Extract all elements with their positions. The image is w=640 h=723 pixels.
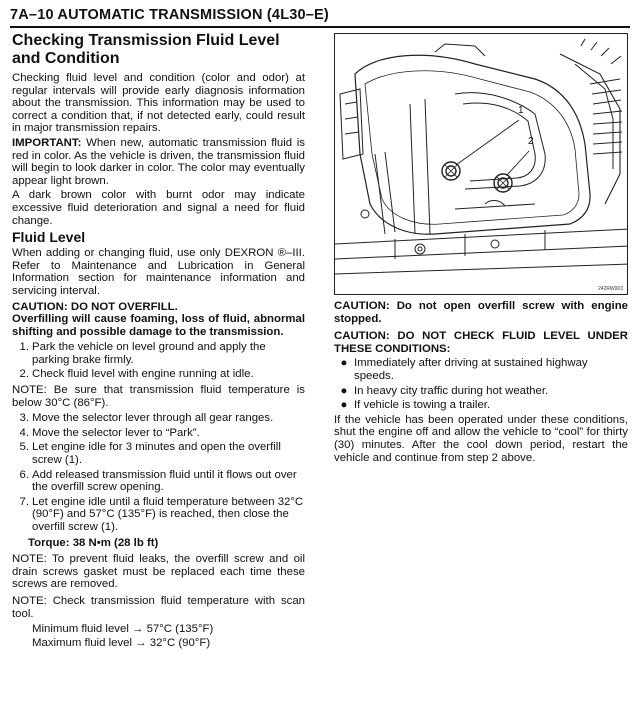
- list-item: 7. Let engine idle until a fluid temperature between 32°C (90°F) and 57°C (135°F) is reached, then close the overfill screw (1).: [19, 495, 304, 533]
- max-fluid-level: Maximum fluid level → 32°C (90°F): [32, 636, 211, 649]
- min-fluid-level: Minimum fluid level → 57°C (135°F): [32, 623, 214, 636]
- bullet-icon: ●: [340, 357, 348, 370]
- figure-code: 242RW003: [598, 286, 623, 292]
- left-column: [12, 32, 305, 650]
- important-paragraph: [12, 137, 305, 187]
- callout-2: 2: [528, 136, 534, 147]
- torque-spec: Torque: 38 N•m (28 lb ft): [28, 536, 159, 549]
- header-title: 7A–10 AUTOMATIC TRANSMISSION (4L30–E): [10, 7, 329, 23]
- caution-overfill-screw: CAUTION: Do not open overfill screw with engine stopped.: [334, 300, 628, 325]
- transmission-illustration: [335, 34, 628, 295]
- closing-paragraph: If the vehicle has been operated under these conditions, shut the engine off and allow the vehicle to “cool” for thirty (30) minutes. After the cool down period, restart the vehicle and continue from step 2 above.: [334, 413, 628, 464]
- page-header: [10, 6, 630, 28]
- conditions-list: [334, 357, 628, 411]
- callout-1: 1: [518, 105, 524, 116]
- important-text: When new, automatic transmission fluid is red in color. As the vehicle is driven, the transmission fluid will begin to look darker in color. The color may eventually appear light brown.: [12, 136, 305, 187]
- transmission-figure: [334, 33, 628, 295]
- bullet-icon: ●: [340, 399, 348, 412]
- list-item: ● In heavy city traffic during hot weather.: [334, 385, 628, 398]
- right-column: [334, 300, 628, 466]
- list-item: 3. Move the selector lever through all gear ranges.: [19, 412, 274, 425]
- caution-overfill: CAUTION: DO NOT OVERFILL.: [12, 300, 178, 313]
- caution-conditions: CAUTION: DO NOT CHECK FLUID LEVEL UNDER THESE CONDITIONS:: [334, 330, 628, 355]
- note-temperature: NOTE: Be sure that transmission fluid temperature is below 30°C (86°F).: [12, 384, 305, 409]
- list-item: ● Immediately after driving at sustained highway speeds.: [334, 357, 628, 382]
- bullet-icon: ●: [340, 384, 348, 397]
- note-scan-tool: NOTE: Check transmission fluid temperature with scan tool.: [12, 594, 305, 620]
- steps-list-b: [12, 412, 305, 533]
- list-item: 2. Check fluid level with engine running at idle.: [19, 368, 254, 381]
- fluid-level-heading: Fluid Level: [12, 229, 86, 246]
- list-item: ● If vehicle is towing a trailer.: [334, 399, 628, 412]
- steps-list-a: [12, 341, 305, 381]
- caution-overfill-detail: Overfilling will cause foaming, loss of fluid, abnormal shifting and possible damage to the transmission.: [12, 313, 305, 338]
- intro-paragraph: Checking fluid level and condition (color and odor) at regular intervals will provide early diagnosis information about the transmission. This information may be used to correct a condition that, if not detected early, could result in major transmission repairs.: [12, 72, 305, 135]
- section-title: Checking Transmission Fluid Level and Condition: [12, 32, 280, 67]
- list-item: 5. Let engine idle for 3 minutes and open the overfill screw (1).: [19, 441, 281, 467]
- dark-brown-paragraph: A dark brown color with burnt odor may indicate excessive fluid deterioration and signal a need for fluid change.: [12, 189, 305, 227]
- list-item: 6. Add released transmission fluid until it flows out over the overfill screw opening.: [19, 468, 297, 494]
- fluid-level-paragraph: When adding or changing fluid, use only DEXRON ®–III. Refer to Maintenance and Lubrication in General Information section for maintenance information and servicing interval.: [12, 247, 305, 297]
- list-item: 1. Park the vehicle on level ground and apply the parking brake firmly.: [19, 341, 266, 366]
- list-item: 4. Move the selector lever to “Park”.: [19, 426, 200, 439]
- note-leaks: NOTE: To prevent fluid leaks, the overfill screw and oil drain screws gasket must be replaced each time these screws are removed.: [12, 553, 305, 591]
- important-label: IMPORTANT:: [12, 136, 82, 149]
